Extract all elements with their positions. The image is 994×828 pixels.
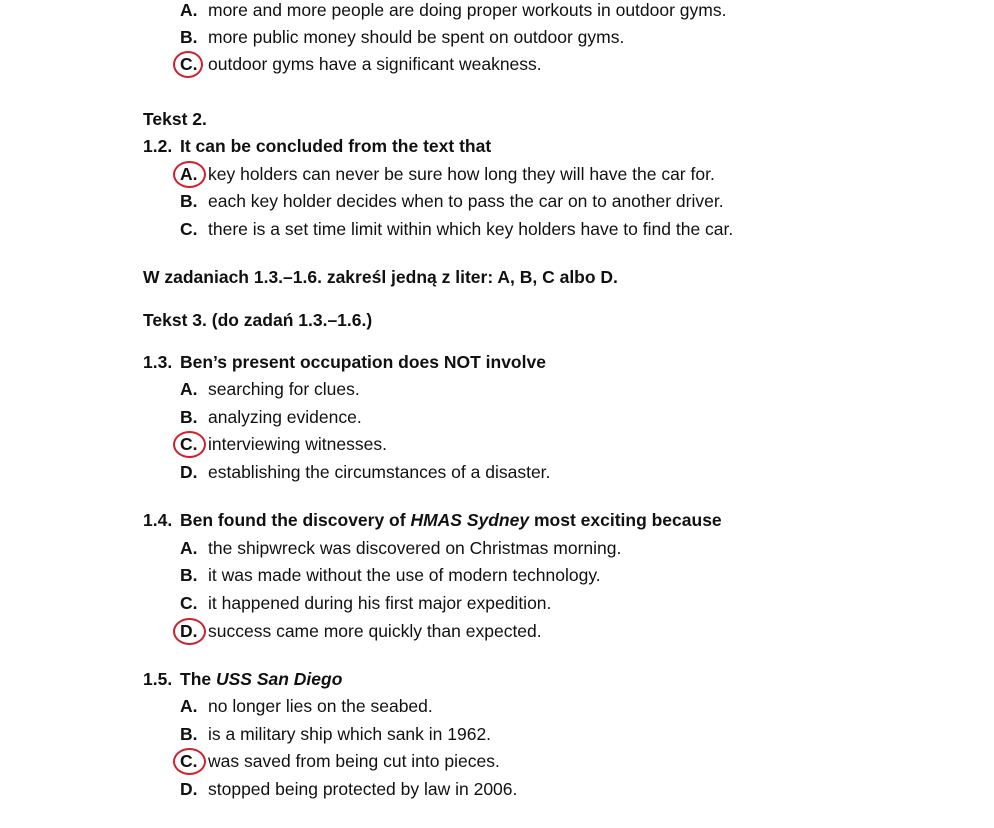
question-1-4 — [143, 510, 722, 530]
option-letter: A. — [180, 0, 198, 20]
q1-3-option-c[interactable] — [180, 434, 387, 454]
task-instruction: W zadaniach 1.3.–1.6. zakreśl jedną z liter: A, B, C albo D. — [143, 267, 618, 287]
option-text: it was made without the use of modern technology. — [208, 565, 601, 585]
option-text: more and more people are doing proper workouts in outdoor gyms. — [208, 0, 727, 20]
question-number: 1.4. — [143, 510, 173, 530]
option-letter: B. — [180, 407, 198, 427]
option-text: the shipwreck was discovered on Christmas morning. — [208, 538, 622, 558]
option-letter: C. — [180, 219, 198, 239]
q1-4-option-c[interactable] — [180, 593, 551, 613]
option-letter: C. — [180, 54, 198, 74]
option-letter: B. — [180, 191, 198, 211]
question-number: 1.3. — [143, 352, 173, 372]
option-letter: C. — [180, 434, 198, 454]
question-text: Ben’s present occupation does NOT involve — [180, 352, 546, 372]
option-text: outdoor gyms have a significant weakness. — [208, 54, 542, 74]
ship-name: HMAS Sydney — [410, 510, 530, 530]
option-text: interviewing witnesses. — [208, 434, 387, 454]
q1-5-option-d[interactable] — [180, 779, 517, 799]
option-text: searching for clues. — [208, 379, 360, 399]
q1-2-option-c[interactable] — [180, 219, 733, 239]
q1-4-option-d[interactable] — [180, 621, 542, 641]
q1-3-option-a[interactable] — [180, 379, 360, 399]
option-text: stopped being protected by law in 2006. — [208, 779, 518, 799]
question-1-3 — [143, 352, 546, 372]
option-letter: C. — [180, 751, 198, 771]
question-text-start: The — [180, 669, 216, 689]
option-letter: C. — [180, 593, 198, 613]
question-1-5 — [143, 669, 342, 689]
q1-3-option-b[interactable] — [180, 407, 362, 427]
q1-4-option-a[interactable] — [180, 538, 621, 558]
option-letter: D. — [180, 462, 198, 482]
option-letter: D. — [180, 779, 198, 799]
q1-2-option-a[interactable] — [180, 164, 715, 184]
ship-name: USS San Diego — [215, 669, 343, 689]
question-text-end: most exciting because — [529, 510, 722, 530]
option-text: no longer lies on the seabed. — [208, 696, 433, 716]
q1-1-option-c[interactable] — [180, 54, 542, 74]
question-1-2 — [143, 136, 491, 156]
option-letter: A. — [180, 164, 198, 184]
option-text: establishing the circumstances of a disaster. — [208, 462, 551, 482]
q1-1-option-b[interactable] — [180, 27, 624, 47]
section-title-tekst-3: Tekst 3. (do zadań 1.3.–1.6.) — [143, 310, 373, 330]
option-letter: B. — [180, 27, 198, 47]
option-text: analyzing evidence. — [208, 407, 362, 427]
option-text: more public money should be spent on outdoor gyms. — [208, 27, 625, 47]
option-text: success came more quickly than expected. — [208, 621, 542, 641]
question-text: It can be concluded from the text that — [180, 136, 492, 156]
option-letter: B. — [180, 724, 198, 744]
option-letter: D. — [180, 621, 198, 641]
q1-5-option-a[interactable] — [180, 696, 433, 716]
option-text: there is a set time limit within which key holders have to find the car. — [208, 219, 734, 239]
question-text-start: Ben found the discovery of — [180, 510, 411, 530]
section-title-tekst-2: Tekst 2. — [143, 109, 207, 129]
question-number: 1.2. — [143, 136, 173, 156]
q1-5-option-c[interactable] — [180, 751, 500, 771]
q1-2-option-b[interactable] — [180, 191, 724, 211]
q1-3-option-d[interactable] — [180, 462, 550, 482]
option-text: it happened during his first major expedition. — [208, 593, 552, 613]
q1-1-option-a[interactable] — [180, 0, 726, 20]
option-text: was saved from being cut into pieces. — [208, 751, 500, 771]
option-letter: A. — [180, 538, 198, 558]
option-text: is a military ship which sank in 1962. — [208, 724, 492, 744]
option-letter: A. — [180, 379, 198, 399]
option-text: key holders can never be sure how long they will have the car for. — [208, 164, 715, 184]
option-letter: A. — [180, 696, 198, 716]
option-letter: B. — [180, 565, 198, 585]
question-number: 1.5. — [143, 669, 173, 689]
q1-4-option-b[interactable] — [180, 565, 601, 585]
option-text: each key holder decides when to pass the car on to another driver. — [208, 191, 724, 211]
q1-5-option-b[interactable] — [180, 724, 491, 744]
